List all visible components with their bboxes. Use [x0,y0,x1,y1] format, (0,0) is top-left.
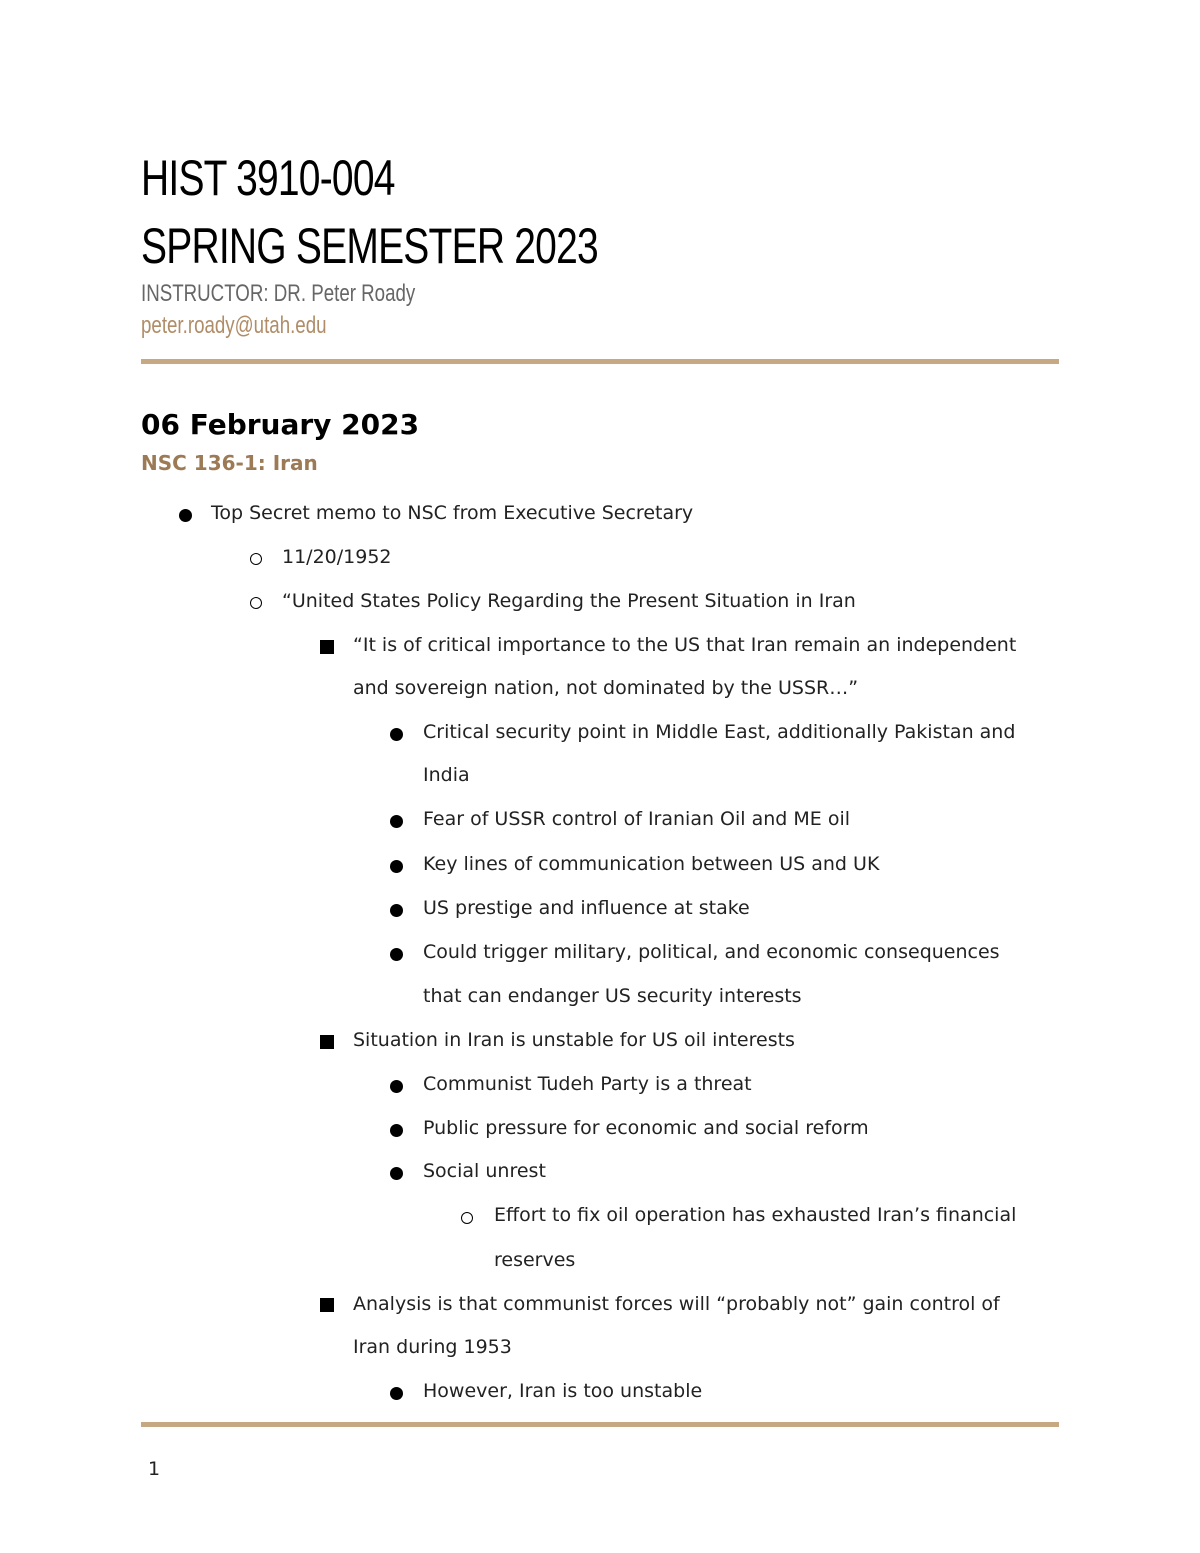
list-item: “United States Policy Regarding the Present Situation in Iran [282,590,856,612]
list-item-continuation: and sovereign nation, not dominated by the USSR…” [353,677,859,699]
list-item: Public pressure for economic and social reform [423,1117,869,1139]
list-item: 11/20/1952 [282,546,392,568]
list-item: US prestige and influence at stake [423,897,750,919]
list-item-continuation: Iran during 1953 [353,1336,512,1358]
bullet-square-icon [320,1035,334,1049]
header-divider [141,359,1059,364]
bullet-disc-icon [390,728,403,741]
bullet-disc-icon [390,948,403,961]
section-heading: NSC 136-1: Iran [141,451,318,475]
list-item: “It is of critical importance to the US that Iran remain an independent [353,634,1017,656]
page-number: 1 [148,1458,161,1480]
bullet-square-icon [320,640,334,654]
bullet-disc-icon [390,1080,403,1093]
bullet-square-icon [320,1298,334,1312]
list-item: Communist Tudeh Party is a threat [423,1073,752,1095]
semester-title: SPRING SEMESTER 2023 [141,218,598,274]
bullet-circle-icon [461,1212,473,1224]
bullet-disc-icon [390,815,403,828]
bullet-disc-icon [179,509,192,522]
list-item: Critical security point in Middle East, additionally Pakistan and [423,721,1016,743]
bullet-circle-icon [250,553,262,565]
bullet-disc-icon [390,860,403,873]
list-item: Situation in Iran is unstable for US oil interests [353,1029,795,1051]
instructor-name: INSTRUCTOR: DR. Peter Roady [141,280,416,307]
list-item: Social unrest [423,1160,546,1182]
list-item: Top Secret memo to NSC from Executive Secretary [211,502,694,524]
list-item: Key lines of communication between US and UK [423,853,880,875]
course-title: HIST 3910-004 [141,150,395,206]
bullet-disc-icon [390,904,403,917]
bullet-circle-icon [250,597,262,609]
list-item: Effort to fix oil operation has exhausted Iran’s financial [494,1204,1017,1226]
bullet-disc-icon [390,1167,403,1180]
instructor-email[interactable]: peter.roady@utah.edu [141,312,327,339]
list-item: However, Iran is too unstable [423,1380,703,1402]
list-item: Fear of USSR control of Iranian Oil and ME oil [423,808,851,830]
date-heading: 06 February 2023 [141,408,420,441]
list-item: Analysis is that communist forces will “probably not” gain control of [353,1293,1000,1315]
list-item-continuation: reserves [494,1249,576,1271]
list-item-continuation: that can endanger US security interests [423,985,802,1007]
list-item: Could trigger military, political, and economic consequences [423,941,1000,963]
bullet-disc-icon [390,1387,403,1400]
list-item-continuation: India [423,764,470,786]
footer-divider [141,1422,1059,1427]
bullet-disc-icon [390,1124,403,1137]
